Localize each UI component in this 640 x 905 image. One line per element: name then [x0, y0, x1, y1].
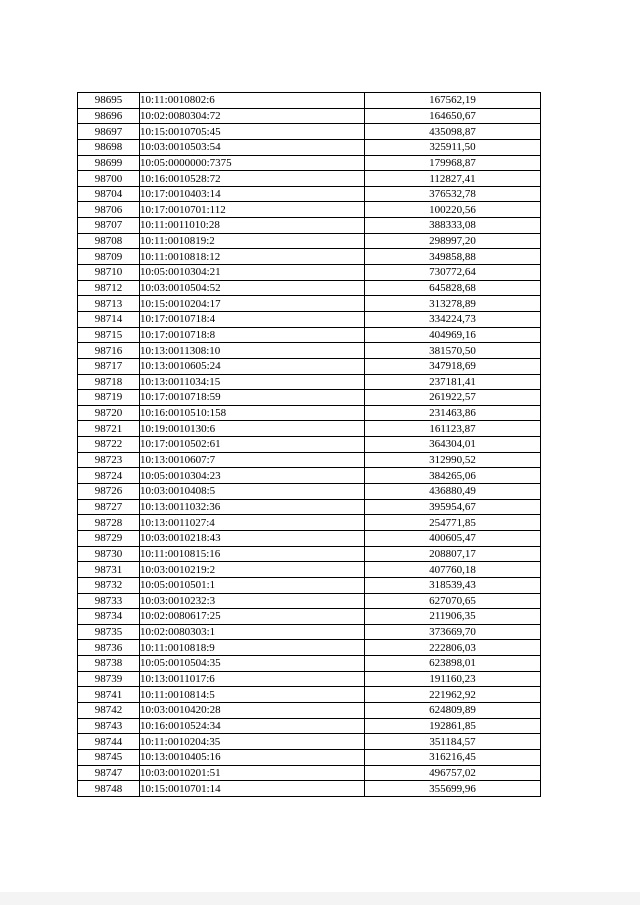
value-amount-cell: 435098,87: [365, 124, 541, 140]
table-row: [78, 265, 541, 281]
cadastral-number-cell: 10:03:0010218:43: [140, 530, 365, 546]
row-number-cell: 98716: [78, 343, 140, 359]
value-amount-cell: 624809,89: [365, 702, 541, 718]
row-number-cell: 98738: [78, 656, 140, 672]
row-number-cell: 98697: [78, 124, 140, 140]
table-row: [78, 765, 541, 781]
row-number-cell: 98731: [78, 562, 140, 578]
row-number-cell: 98718: [78, 374, 140, 390]
value-amount-cell: 373669,70: [365, 624, 541, 640]
row-number-cell: 98729: [78, 530, 140, 546]
cadastral-number-cell: 10:19:0010130:6: [140, 421, 365, 437]
row-number-cell: 98728: [78, 515, 140, 531]
table-row: [78, 452, 541, 468]
row-number-cell: 98721: [78, 421, 140, 437]
value-amount-cell: 237181,41: [365, 374, 541, 390]
table-row: [78, 515, 541, 531]
value-amount-cell: 100220,56: [365, 202, 541, 218]
cadastral-number-cell: 10:13:0011017:6: [140, 671, 365, 687]
row-number-cell: 98730: [78, 546, 140, 562]
value-amount-cell: 645828,68: [365, 280, 541, 296]
cadastral-number-cell: 10:13:0011034:15: [140, 374, 365, 390]
value-amount-cell: 436880,49: [365, 484, 541, 500]
table-row: [78, 374, 541, 390]
row-number-cell: 98698: [78, 139, 140, 155]
table-row: [78, 421, 541, 437]
value-amount-cell: 404969,16: [365, 327, 541, 343]
row-number-cell: 98734: [78, 609, 140, 625]
value-amount-cell: 496757,02: [365, 765, 541, 781]
table-row: [78, 124, 541, 140]
cadastral-number-cell: 10:13:0011308:10: [140, 343, 365, 359]
value-amount-cell: 164650,67: [365, 108, 541, 124]
cadastral-number-cell: 10:17:0010718:4: [140, 311, 365, 327]
cadastral-number-cell: 10:16:0010524:34: [140, 718, 365, 734]
value-amount-cell: 623898,01: [365, 656, 541, 672]
table-row: [78, 280, 541, 296]
table-row: [78, 202, 541, 218]
value-amount-cell: 231463,86: [365, 405, 541, 421]
cadastral-number-cell: 10:11:0010818:12: [140, 249, 365, 265]
value-amount-cell: 312990,52: [365, 452, 541, 468]
row-number-cell: 98722: [78, 437, 140, 453]
table-row: [78, 499, 541, 515]
cadastral-number-cell: 10:05:0010501:1: [140, 577, 365, 593]
value-amount-cell: 254771,85: [365, 515, 541, 531]
cadastral-number-cell: 10:11:0010815:16: [140, 546, 365, 562]
row-number-cell: 98719: [78, 390, 140, 406]
value-amount-cell: 325911,50: [365, 139, 541, 155]
table-row: [78, 468, 541, 484]
table-row: [78, 640, 541, 656]
cadastral-number-cell: 10:05:0000000:7375: [140, 155, 365, 171]
cadastral-number-cell: 10:03:0010232:3: [140, 593, 365, 609]
row-number-cell: 98733: [78, 593, 140, 609]
value-amount-cell: 334224,73: [365, 311, 541, 327]
value-amount-cell: 730772,64: [365, 265, 541, 281]
cadastral-number-cell: 10:17:0010701:112: [140, 202, 365, 218]
row-number-cell: 98739: [78, 671, 140, 687]
table-row: [78, 343, 541, 359]
cadastral-number-cell: 10:11:0010204:35: [140, 734, 365, 750]
value-amount-cell: 179968,87: [365, 155, 541, 171]
table-row: [78, 186, 541, 202]
table-row: [78, 249, 541, 265]
table-row: [78, 593, 541, 609]
row-number-cell: 98727: [78, 499, 140, 515]
row-number-cell: 98723: [78, 452, 140, 468]
row-number-cell: 98712: [78, 280, 140, 296]
cadastral-number-cell: 10:11:0011010:28: [140, 218, 365, 234]
table-row: [78, 311, 541, 327]
table-row: [78, 546, 541, 562]
table-row: [78, 562, 541, 578]
row-number-cell: 98707: [78, 218, 140, 234]
table-row: [78, 781, 541, 797]
value-amount-cell: 355699,96: [365, 781, 541, 797]
table-row: [78, 609, 541, 625]
row-number-cell: 98714: [78, 311, 140, 327]
cadastral-number-cell: 10:02:0080617:25: [140, 609, 365, 625]
value-amount-cell: 376532,78: [365, 186, 541, 202]
value-amount-cell: 192861,85: [365, 718, 541, 734]
cadastral-value-table: [77, 92, 541, 797]
cadastral-number-cell: 10:02:0080303:1: [140, 624, 365, 640]
value-amount-cell: 313278,89: [365, 296, 541, 312]
row-number-cell: 98713: [78, 296, 140, 312]
row-number-cell: 98748: [78, 781, 140, 797]
cadastral-number-cell: 10:13:0011032:36: [140, 499, 365, 515]
row-number-cell: 98706: [78, 202, 140, 218]
table-row: [78, 327, 541, 343]
row-number-cell: 98747: [78, 765, 140, 781]
row-number-cell: 98696: [78, 108, 140, 124]
table-row: [78, 687, 541, 703]
value-amount-cell: 208807,17: [365, 546, 541, 562]
row-number-cell: 98743: [78, 718, 140, 734]
cadastral-number-cell: 10:03:0010503:54: [140, 139, 365, 155]
value-amount-cell: 384265,06: [365, 468, 541, 484]
row-number-cell: 98708: [78, 233, 140, 249]
cadastral-number-cell: 10:05:0010304:21: [140, 265, 365, 281]
value-amount-cell: 381570,50: [365, 343, 541, 359]
cadastral-number-cell: 10:15:0010701:14: [140, 781, 365, 797]
table-row: [78, 390, 541, 406]
row-number-cell: 98695: [78, 93, 140, 109]
row-number-cell: 98715: [78, 327, 140, 343]
cadastral-number-cell: 10:11:0010802:6: [140, 93, 365, 109]
cadastral-number-cell: 10:03:0010201:51: [140, 765, 365, 781]
value-amount-cell: 191160,23: [365, 671, 541, 687]
table-row: [78, 718, 541, 734]
table-row: [78, 577, 541, 593]
row-number-cell: 98704: [78, 186, 140, 202]
table-body: [78, 93, 541, 797]
cadastral-number-cell: 10:02:0080304:72: [140, 108, 365, 124]
cadastral-number-cell: 10:16:0010510:158: [140, 405, 365, 421]
table-row: [78, 656, 541, 672]
value-amount-cell: 388333,08: [365, 218, 541, 234]
table-row: [78, 671, 541, 687]
cadastral-number-cell: 10:17:0010718:8: [140, 327, 365, 343]
value-amount-cell: 167562,19: [365, 93, 541, 109]
cadastral-number-cell: 10:15:0010204:17: [140, 296, 365, 312]
table-row: [78, 624, 541, 640]
table-row: [78, 218, 541, 234]
cadastral-number-cell: 10:17:0010502:61: [140, 437, 365, 453]
row-number-cell: 98699: [78, 155, 140, 171]
row-number-cell: 98742: [78, 702, 140, 718]
value-amount-cell: 261922,57: [365, 390, 541, 406]
cadastral-number-cell: 10:17:0010403:14: [140, 186, 365, 202]
row-number-cell: 98720: [78, 405, 140, 421]
cadastral-number-cell: 10:15:0010705:45: [140, 124, 365, 140]
row-number-cell: 98736: [78, 640, 140, 656]
table-row: [78, 484, 541, 500]
table-row: [78, 734, 541, 750]
cadastral-number-cell: 10:11:0010814:5: [140, 687, 365, 703]
table-row: [78, 530, 541, 546]
value-amount-cell: 627070,65: [365, 593, 541, 609]
row-number-cell: 98744: [78, 734, 140, 750]
row-number-cell: 98717: [78, 358, 140, 374]
cadastral-number-cell: 10:03:0010420:28: [140, 702, 365, 718]
table-row: [78, 405, 541, 421]
value-amount-cell: 364304,01: [365, 437, 541, 453]
table-row: [78, 358, 541, 374]
row-number-cell: 98709: [78, 249, 140, 265]
table-row: [78, 171, 541, 187]
table-row: [78, 108, 541, 124]
value-amount-cell: 221962,92: [365, 687, 541, 703]
table-row: [78, 749, 541, 765]
row-number-cell: 98724: [78, 468, 140, 484]
row-number-cell: 98732: [78, 577, 140, 593]
row-number-cell: 98735: [78, 624, 140, 640]
table-row: [78, 437, 541, 453]
value-amount-cell: 347918,69: [365, 358, 541, 374]
cadastral-number-cell: 10:05:0010504:35: [140, 656, 365, 672]
value-amount-cell: 222806,03: [365, 640, 541, 656]
cadastral-number-cell: 10:11:0010818:9: [140, 640, 365, 656]
row-number-cell: 98741: [78, 687, 140, 703]
value-amount-cell: 112827,41: [365, 171, 541, 187]
row-number-cell: 98710: [78, 265, 140, 281]
table-row: [78, 155, 541, 171]
cadastral-number-cell: 10:05:0010304:23: [140, 468, 365, 484]
value-amount-cell: 351184,57: [365, 734, 541, 750]
cadastral-number-cell: 10:13:0011027:4: [140, 515, 365, 531]
row-number-cell: 98745: [78, 749, 140, 765]
value-amount-cell: 298997,20: [365, 233, 541, 249]
value-amount-cell: 407760,18: [365, 562, 541, 578]
cadastral-number-cell: 10:13:0010405:16: [140, 749, 365, 765]
page-bottom-margin: [0, 892, 640, 905]
table-row: [78, 233, 541, 249]
cadastral-number-cell: 10:03:0010504:52: [140, 280, 365, 296]
cadastral-number-cell: 10:03:0010219:2: [140, 562, 365, 578]
cadastral-number-cell: 10:03:0010408:5: [140, 484, 365, 500]
value-amount-cell: 400605,47: [365, 530, 541, 546]
row-number-cell: 98700: [78, 171, 140, 187]
cadastral-number-cell: 10:17:0010718:59: [140, 390, 365, 406]
cadastral-number-cell: 10:11:0010819:2: [140, 233, 365, 249]
table-row: [78, 139, 541, 155]
value-amount-cell: 395954,67: [365, 499, 541, 515]
value-amount-cell: 211906,35: [365, 609, 541, 625]
table-row: [78, 93, 541, 109]
value-amount-cell: 161123,87: [365, 421, 541, 437]
value-amount-cell: 349858,88: [365, 249, 541, 265]
table-row: [78, 702, 541, 718]
cadastral-number-cell: 10:16:0010528:72: [140, 171, 365, 187]
table-row: [78, 296, 541, 312]
row-number-cell: 98726: [78, 484, 140, 500]
cadastral-number-cell: 10:13:0010605:24: [140, 358, 365, 374]
cadastral-number-cell: 10:13:0010607:7: [140, 452, 365, 468]
value-amount-cell: 318539,43: [365, 577, 541, 593]
value-amount-cell: 316216,45: [365, 749, 541, 765]
